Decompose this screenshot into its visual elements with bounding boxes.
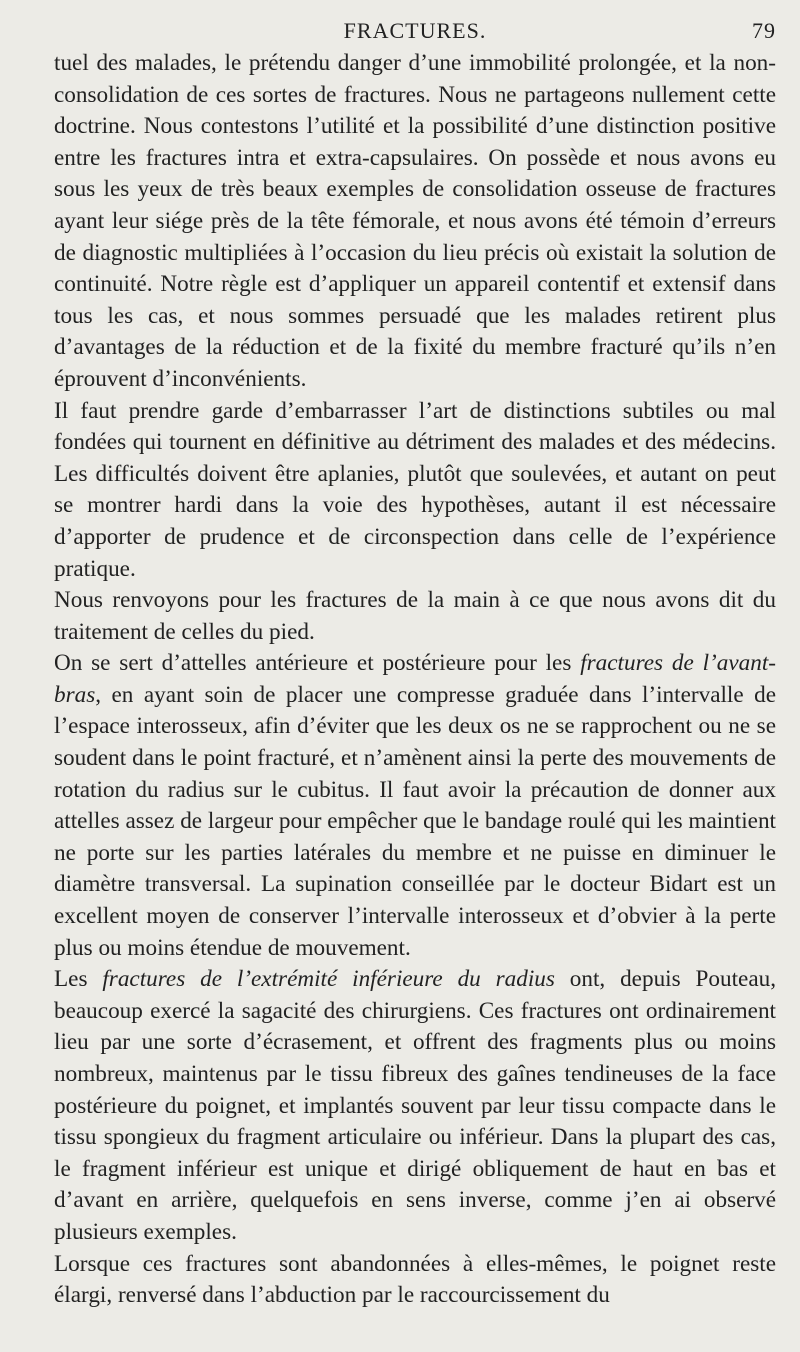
paragraph (54, 585, 776, 648)
text-run: , en ayant soin de placer une compresse graduée dans l’intervalle de l’espace interosseux, afin d’éviter que les deux os ne se rapprochent ou ne se soudent dans le point fracturé, et n’amènent ainsi la perte des mouvements de rotation du radius sur le cubitus. Il faut avoir la précaution de donner aux attelles assez de largeur pour empêcher que le bandage roulé qui les maintient ne porte sur les parties latérales du membre et ne puisse en diminuer le diamètre transversal. La supination conseillée par le docteur Bidart est un excellent moyen de conserver l’intervalle interosseux et d’obvier à la perte plus ou moins étendue de mouvement. (54, 681, 776, 961)
text-run: Lorsque ces fractures sont abandonnées à elles-mêmes, le poignet reste élargi, renversé dans l’abduction par le raccourcissement du (54, 1250, 776, 1309)
paragraph (54, 648, 776, 964)
running-head (54, 18, 776, 48)
italic-run: fractures de l’avant-bras (54, 650, 776, 708)
italic-run: fractures de l’extrémité inférieure du radius (102, 966, 555, 993)
text-run: Nous renvoyons pour les fractures de la main à ce que nous avons dit du traitement de celles du pied. (54, 587, 776, 645)
text-run: Il faut prendre garde d’embarrasser l’art de distinctions subtiles ou mal fondées qui tournent en définitive au détriment des malades et des médecins. Les difficultés doivent être aplanies, plutôt que soulevées, et autant on peut se montrer hardi dans la voie des hypothèses, autant il est nécessaire d’apporter de prudence et de circonspection dans celle de l’expérience pratique. (54, 397, 776, 582)
paragraph (54, 964, 776, 1248)
text-run: Les (54, 966, 103, 993)
text-run: On se sert d’attelles antérieure et postérieure pour les (54, 650, 581, 677)
paragraph (54, 1249, 776, 1312)
body-text (54, 48, 776, 1312)
paragraph (54, 48, 776, 396)
running-title: FRACTURES. (343, 18, 487, 43)
page-number: 79 (752, 18, 776, 43)
paragraph (54, 396, 776, 586)
text-run: tuel des malades, le prétendu danger d’une immobilité prolongée, et la non-consolidation de ces sortes de fractures. Nous ne partageons nullement cette doctrine. Nous contestons l’utilité et la possibilité d’une distinction positive entre les fractures intra et extra-capsulaires. On possède et nous avons eu sous les yeux de très beaux exemples de consolidation osseuse de fractures ayant leur siége près de la tête fémorale, et nous avons été témoin d’erreurs de diagnostic multipliées à l’occasion du lieu précis où existait la solution de continuité. Notre règle est d’appliquer un appareil contentif et extensif dans tous les cas, et nous sommes persuadé que les malades retirent plus d’avantages de la réduction et de la fixité du membre fracturé qu’ils n’en éprouvent d’inconvénients. (54, 50, 776, 392)
text-run: ont, depuis Pouteau, beaucoup exercé la sagacité des chirurgiens. Ces fractures ont ordinairement lieu par une sorte d’écrasement, et offrent des fragments plus ou moins nombreux, maintenus par le tissu fibreux des gaînes tendineuses de la face postérieure du poignet, et implantés souvent par leur tissu compacte dans le tissu spongieux du fragment articulaire ou inférieur. Dans la plupart des cas, le fragment inférieur est unique et dirigé obliquement de haut en bas et d’avant en arrière, quelquefois en sens inverse, comme j’en ai observé plusieurs exemples. (54, 966, 776, 1245)
